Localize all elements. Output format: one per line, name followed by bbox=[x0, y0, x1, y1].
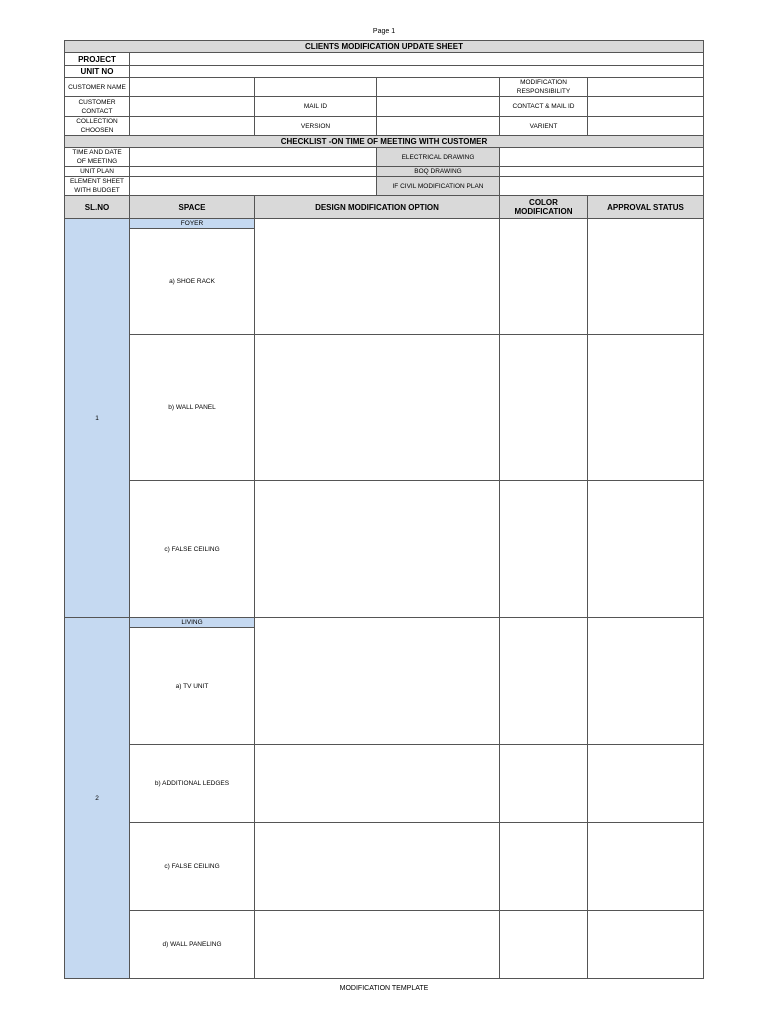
section-2-item-3: c) FALSE CEILING bbox=[130, 823, 255, 911]
collection-choosen-label: COLLECTION CHOOSEN bbox=[65, 117, 130, 136]
approval-header: APPROVAL STATUS bbox=[588, 196, 704, 219]
customer-name-value[interactable] bbox=[130, 78, 255, 97]
customer-name-extra-2[interactable] bbox=[377, 78, 500, 97]
section-1-header-row bbox=[65, 219, 704, 229]
table-row bbox=[65, 335, 704, 481]
project-value[interactable] bbox=[130, 53, 704, 66]
mail-id-label: MAIL ID bbox=[255, 97, 377, 117]
space-header: SPACE bbox=[130, 196, 255, 219]
customer-name-extra[interactable] bbox=[255, 78, 377, 97]
mail-id-value[interactable] bbox=[377, 97, 500, 117]
section-2-item-2-color[interactable] bbox=[500, 745, 588, 823]
section-2-item-4-design[interactable] bbox=[255, 911, 500, 979]
customer-name-row bbox=[65, 78, 704, 97]
table-row bbox=[65, 745, 704, 823]
element-sheet-label: ELEMENT SHEET WITH BUDGET bbox=[65, 177, 130, 196]
checklist-title: CHECKLIST -ON TIME OF MEETING WITH CUSTOMER bbox=[65, 136, 704, 148]
checklist-title-row bbox=[65, 136, 704, 148]
section-2-number: 2 bbox=[65, 618, 130, 979]
collection-row bbox=[65, 117, 704, 136]
version-value[interactable] bbox=[377, 117, 500, 136]
unit-no-row bbox=[65, 66, 704, 78]
boq-drawing-value[interactable] bbox=[500, 167, 704, 177]
section-2-item-1-design[interactable] bbox=[255, 618, 500, 745]
section-1-item-2-design[interactable] bbox=[255, 335, 500, 481]
section-2-item-4-color[interactable] bbox=[500, 911, 588, 979]
electrical-drawing-value[interactable] bbox=[500, 148, 704, 167]
section-2-item-4-approval[interactable] bbox=[588, 911, 704, 979]
varient-value[interactable] bbox=[588, 117, 704, 136]
section-1-item-2-approval[interactable] bbox=[588, 335, 704, 481]
section-2-header-row bbox=[65, 618, 704, 628]
section-2-name: LIVING bbox=[130, 618, 255, 628]
section-2-item-2-design[interactable] bbox=[255, 745, 500, 823]
contact-mail-id-label: CONTACT & MAIL ID bbox=[500, 97, 588, 117]
section-2-item-1: a) TV UNIT bbox=[130, 628, 255, 745]
section-1-item-3: c) FALSE CEILING bbox=[130, 481, 255, 618]
electrical-drawing-label: ELECTRICAL DRAWING bbox=[377, 148, 500, 167]
modification-responsibility-label: MODIFICATION RESPONSIBILITY bbox=[500, 78, 588, 97]
project-label: PROJECT bbox=[65, 53, 130, 66]
section-2-item-4: d) WALL PANELING bbox=[130, 911, 255, 979]
civil-plan-label: IF CIVIL MODIFICATION PLAN bbox=[377, 177, 500, 196]
customer-contact-label: CUSTOMER CONTACT bbox=[65, 97, 130, 117]
section-1-item-1-design[interactable] bbox=[255, 219, 500, 335]
section-1-item-3-approval[interactable] bbox=[588, 481, 704, 618]
column-header-row bbox=[65, 196, 704, 219]
checklist-row-1 bbox=[65, 148, 704, 167]
customer-name-label: CUSTOMER NAME bbox=[65, 78, 130, 97]
modification-responsibility-value[interactable] bbox=[588, 78, 704, 97]
unit-plan-value[interactable] bbox=[130, 167, 377, 177]
time-date-label: TIME AND DATE OF MEETING bbox=[65, 148, 130, 167]
contact-mail-id-value[interactable] bbox=[588, 97, 704, 117]
checklist-row-2 bbox=[65, 167, 704, 177]
page-label: Page 1 bbox=[372, 28, 396, 35]
section-1-item-3-design[interactable] bbox=[255, 481, 500, 618]
collection-choosen-value[interactable] bbox=[130, 117, 255, 136]
table-row bbox=[65, 911, 704, 979]
section-2-item-1-approval[interactable] bbox=[588, 618, 704, 745]
section-1-item-1-color[interactable] bbox=[500, 219, 588, 335]
unit-plan-label: UNIT PLAN bbox=[65, 167, 130, 177]
element-sheet-value[interactable] bbox=[130, 177, 377, 196]
color-header: COLOR MODIFICATION bbox=[500, 196, 588, 219]
title-row bbox=[65, 41, 704, 53]
section-2-item-3-approval[interactable] bbox=[588, 823, 704, 911]
section-1-number: 1 bbox=[65, 219, 130, 618]
section-1-item-3-color[interactable] bbox=[500, 481, 588, 618]
boq-drawing-label: BOQ DRAWING bbox=[377, 167, 500, 177]
section-2-item-3-color[interactable] bbox=[500, 823, 588, 911]
design-header: DESIGN MODIFICATION OPTION bbox=[255, 196, 500, 219]
sheet-title: CLIENTS MODIFICATION UPDATE SHEET bbox=[65, 41, 704, 53]
section-1-item-2-color[interactable] bbox=[500, 335, 588, 481]
civil-plan-value[interactable] bbox=[500, 177, 704, 196]
table-row bbox=[65, 823, 704, 911]
project-row bbox=[65, 53, 704, 66]
time-date-value[interactable] bbox=[130, 148, 377, 167]
section-2-item-2: b) ADDITIONAL LEDGES bbox=[130, 745, 255, 823]
footer-label: MODIFICATION TEMPLATE bbox=[339, 985, 429, 992]
section-2-item-2-approval[interactable] bbox=[588, 745, 704, 823]
section-1-item-2: b) WALL PANEL bbox=[130, 335, 255, 481]
section-1-item-1: a) SHOE RACK bbox=[130, 229, 255, 335]
varient-label: VARIENT bbox=[500, 117, 588, 136]
section-1-name: FOYER bbox=[130, 219, 255, 229]
unit-no-label: UNIT NO bbox=[65, 66, 130, 78]
customer-contact-value[interactable] bbox=[130, 97, 255, 117]
section-2-item-1-color[interactable] bbox=[500, 618, 588, 745]
version-label: VERSION bbox=[255, 117, 377, 136]
table-row bbox=[65, 481, 704, 618]
section-1-item-1-approval[interactable] bbox=[588, 219, 704, 335]
unit-no-value[interactable] bbox=[130, 66, 704, 78]
section-2-item-3-design[interactable] bbox=[255, 823, 500, 911]
customer-contact-row bbox=[65, 97, 704, 117]
checklist-row-3 bbox=[65, 177, 704, 196]
modification-sheet bbox=[64, 40, 704, 979]
sl-no-header: SL.NO bbox=[65, 196, 130, 219]
